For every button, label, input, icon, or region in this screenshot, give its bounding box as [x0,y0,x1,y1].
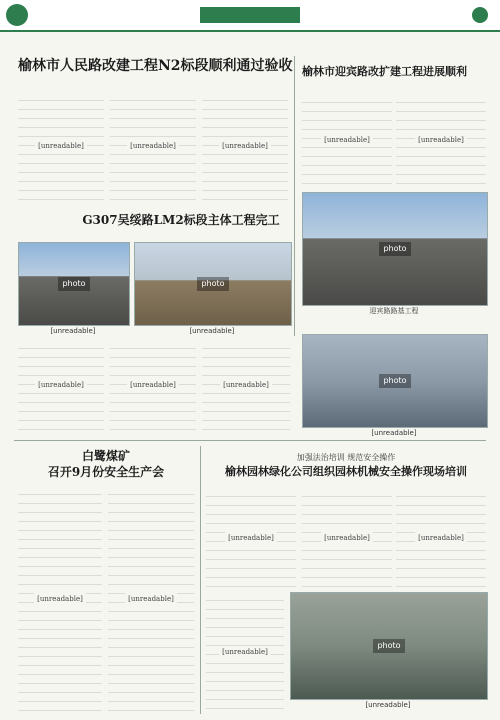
photo-yingbin-site: photo [302,192,488,306]
body-baiying-col2: [unreadable] [108,486,194,712]
photo-g307-inspection: photo [302,334,488,428]
brand [472,6,492,24]
column-rule-bottom [200,446,201,714]
masthead [0,0,500,32]
body-garden-col2: [unreadable] [302,488,392,588]
caption-g307-paving: [unreadable] [189,327,235,335]
photo-g307-road: photo [18,242,130,326]
body-yingbin-col1: [unreadable] [302,94,392,186]
body-yingbin-col2: [unreadable] [396,94,486,186]
headline-baiying-line2: 召开9月份安全生产会 [47,465,165,479]
subhead-garden: 加强法治培训 规范安全操作 [296,453,396,462]
photo-garden-training: photo [290,592,488,700]
headline-baiying-line1: 白鹭煤矿 [81,449,130,463]
section-rule [14,440,486,441]
body-garden-col3: [unreadable] [396,488,486,588]
body-g307-col3: [unreadable] [202,340,290,430]
body-n2-col1: [unreadable] [18,92,104,200]
body-n2-col2: [unreadable] [110,92,196,200]
body-g307-col1: [unreadable] [18,340,104,430]
logo-icon [472,7,488,23]
body-baiying-col1: [unreadable] [18,486,102,712]
headline-garden: 榆林园林绿化公司组织园林机械安全操作现场培训 [225,465,467,478]
body-n2-col3: [unreadable] [202,92,288,200]
column-rule [294,56,295,336]
caption-g307-road: [unreadable] [50,327,96,335]
body-garden-col1: [unreadable] [206,488,296,588]
photo-g307-paving: photo [134,242,292,326]
headline-n2: 榆林市人民路改建工程N2标段顺利通过验收 [18,58,293,74]
body-garden-col4: [unreadable] [206,592,284,712]
headline-g307: G307吴绥路LM2标段主体工程完工 [82,213,280,227]
caption-g307-inspection: [unreadable] [371,429,417,437]
page-number [6,4,28,26]
section-tag [200,7,300,23]
caption-yingbin-site: 迎宾路路基工程 [369,307,419,315]
headline-yingbin: 榆林市迎宾路改扩建工程进展顺利 [302,65,467,78]
body-g307-col2: [unreadable] [110,340,196,430]
caption-garden-training: [unreadable] [365,701,411,709]
